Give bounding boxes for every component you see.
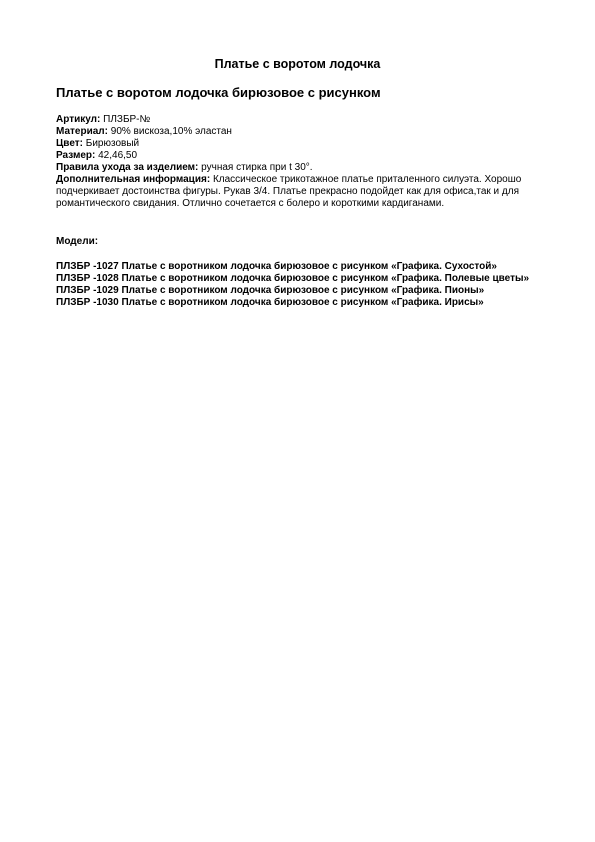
material-label: Материал: — [56, 126, 108, 137]
color-value: Бирюзовый — [85, 138, 140, 149]
info-line — [56, 174, 541, 210]
model-item: ПЛЗБР -1027 Платье с воротником лодочка бирюзовое с рисунком «Графика. Сухостой» — [56, 261, 497, 272]
article-label: Артикул: — [56, 114, 101, 125]
care-value: ручная стирка при t 30°. — [201, 162, 313, 173]
models-list — [56, 261, 541, 309]
model-item: ПЛЗБР -1029 Платье с воротником лодочка бирюзовое с рисунком «Графика. Пионы» — [56, 285, 485, 296]
care-line — [56, 162, 541, 174]
size-value: 42,46,50 — [98, 150, 138, 161]
product-properties — [56, 114, 541, 210]
material-value: 90% вискоза,10% эластан — [110, 126, 232, 137]
models-heading: Модели: — [56, 236, 99, 247]
size-line — [56, 150, 541, 162]
document-title: Платье с воротом лодочка — [214, 57, 381, 71]
info-label: Дополнительная информация: — [56, 174, 211, 185]
size-label: Размер: — [56, 150, 96, 161]
article-line — [56, 114, 541, 126]
model-item: ПЛЗБР -1028 Платье с воротником лодочка бирюзовое с рисунком «Графика. Полевые цветы» — [56, 273, 530, 284]
model-item: ПЛЗБР -1030 Платье с воротником лодочка бирюзовое с рисунком «Графика. Ирисы» — [56, 297, 484, 308]
material-line — [56, 126, 541, 138]
product-heading: Платье с воротом лодочка бирюзовое с рисунком — [56, 85, 381, 100]
care-label: Правила ухода за изделием: — [56, 162, 199, 173]
article-value: ПЛЗБР-№ — [103, 114, 151, 125]
color-label: Цвет: — [56, 138, 83, 149]
color-line — [56, 138, 541, 150]
info-value: Классическое трикотажное платье приталенного силуэта. Хорошо подчеркивает достоинства фигуры. Рукав 3/4. Платье прекрасно подойдет как для офиса,так и для романтического свидания. Отлично сочетается с болеро и короткими кардиганами. — [56, 174, 522, 209]
